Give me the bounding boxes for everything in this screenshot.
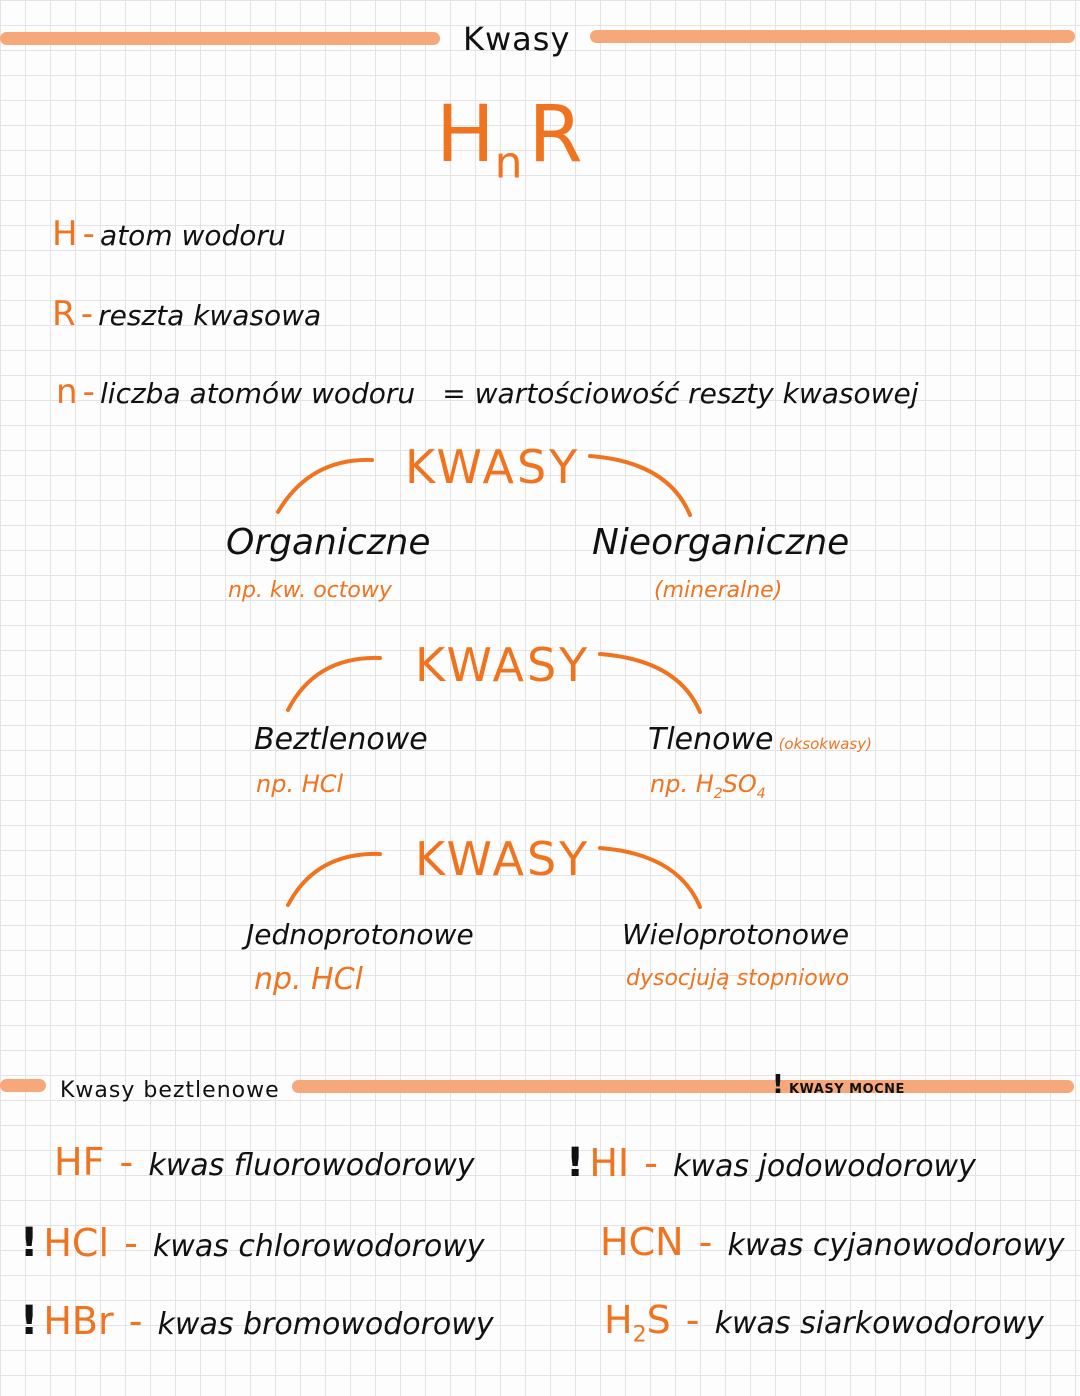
arc-tree1-right — [590, 456, 690, 515]
tree-root: KWASY — [415, 832, 591, 886]
acid-row — [20, 1298, 494, 1344]
acid-name: kwas chlorowodorowy — [152, 1229, 485, 1264]
acid-formula — [604, 1298, 671, 1348]
formula-sub: 2 — [632, 1322, 647, 1348]
tree-root: KWASY — [415, 638, 591, 692]
section-bar-right — [292, 1080, 1074, 1093]
acid-dash: - — [644, 1141, 658, 1185]
arc-tree2-right — [600, 654, 700, 712]
section-title: Kwasy beztlenowe — [60, 1078, 280, 1103]
acid-row — [54, 1140, 475, 1184]
tree-left-label: Organiczne — [226, 522, 431, 563]
formula-r: R — [528, 90, 583, 180]
tree-right-label: Nieorganiczne — [592, 522, 850, 563]
definition-dash: - — [80, 294, 93, 334]
definition-text: atom wodoru — [100, 219, 286, 252]
exclamation-icon: ! — [20, 1298, 39, 1344]
tree-right-label-note: (oksokwasy) — [778, 735, 872, 753]
arc-tree2-left — [288, 658, 380, 710]
definition-text: liczba atomów wodoru — [100, 377, 416, 410]
tree-left-note: np. HCl — [254, 962, 363, 997]
acid-dash: - — [124, 1221, 138, 1265]
tree-left-label: Jednoprotonowe — [246, 918, 474, 951]
acid-row — [600, 1220, 1065, 1264]
formula-h: H — [604, 1298, 633, 1342]
tree-left-note: np. HCl — [256, 770, 344, 798]
note-sub: 4 — [756, 785, 766, 802]
acid-name: kwas jodowodorowy — [673, 1149, 976, 1184]
arc-tree1-left — [278, 460, 372, 512]
tree-right-note: (mineralne) — [654, 578, 783, 603]
tree-right-note: dysocjują stopniowo — [626, 966, 850, 991]
acid-dash: - — [119, 1140, 134, 1184]
formula-h: H — [436, 90, 495, 180]
tree-left-label: Beztlenowe — [254, 722, 428, 757]
formula-s: S — [646, 1298, 671, 1342]
definition-dash: - — [82, 214, 95, 254]
acid-formula: HI — [589, 1141, 630, 1185]
acid-row — [20, 1220, 485, 1266]
definition-dash: - — [82, 372, 95, 412]
acid-formula: HBr — [43, 1299, 114, 1343]
acid-dash: - — [685, 1298, 700, 1342]
acid-name: kwas fluorowodorowy — [148, 1148, 475, 1183]
acid-dash: - — [128, 1299, 143, 1343]
acid-row — [566, 1140, 976, 1186]
legend-text: KWASY MOCNE — [788, 1082, 905, 1097]
legend — [772, 1070, 905, 1100]
tree-left-note: np. kw. octowy — [228, 578, 392, 603]
acid-formula: HF — [54, 1140, 105, 1184]
tree-right-header — [648, 722, 872, 757]
definition-symbol: R — [52, 294, 76, 334]
definition-symbol: n — [56, 372, 78, 412]
tree-right-note — [650, 770, 766, 802]
arc-tree3-left — [288, 854, 380, 905]
acid-name: kwas siarkowodorowy — [714, 1306, 1044, 1341]
exclamation-icon: ! — [566, 1140, 585, 1186]
note-sub: 2 — [713, 785, 723, 802]
page-title: Kwasy — [463, 20, 571, 58]
acid-formula: HCN — [600, 1220, 684, 1264]
exclamation-icon: ! — [772, 1070, 784, 1100]
exclamation-icon: ! — [20, 1220, 39, 1266]
definition-extra: = wartościowość reszty kwasowej — [442, 377, 919, 410]
definition-text: reszta kwasowa — [98, 299, 322, 332]
acid-formula: HCl — [43, 1221, 110, 1265]
section-bar-left — [0, 1079, 46, 1092]
definition-symbol: H — [52, 214, 78, 254]
note-mid: SO — [722, 770, 757, 798]
acid-row — [604, 1298, 1044, 1348]
arc-tree3-right — [600, 848, 700, 907]
note-prefix: np. H — [650, 770, 714, 798]
acid-name: kwas bromowodorowy — [157, 1307, 494, 1342]
tree-right-label: Tlenowe — [648, 722, 774, 757]
tree-root: KWASY — [405, 440, 581, 494]
formula-n: n — [494, 137, 523, 189]
acid-name: kwas cyjanowodorowy — [727, 1228, 1065, 1263]
tree-right-label: Wieloprotonowe — [622, 918, 850, 951]
acid-dash: - — [698, 1220, 713, 1264]
